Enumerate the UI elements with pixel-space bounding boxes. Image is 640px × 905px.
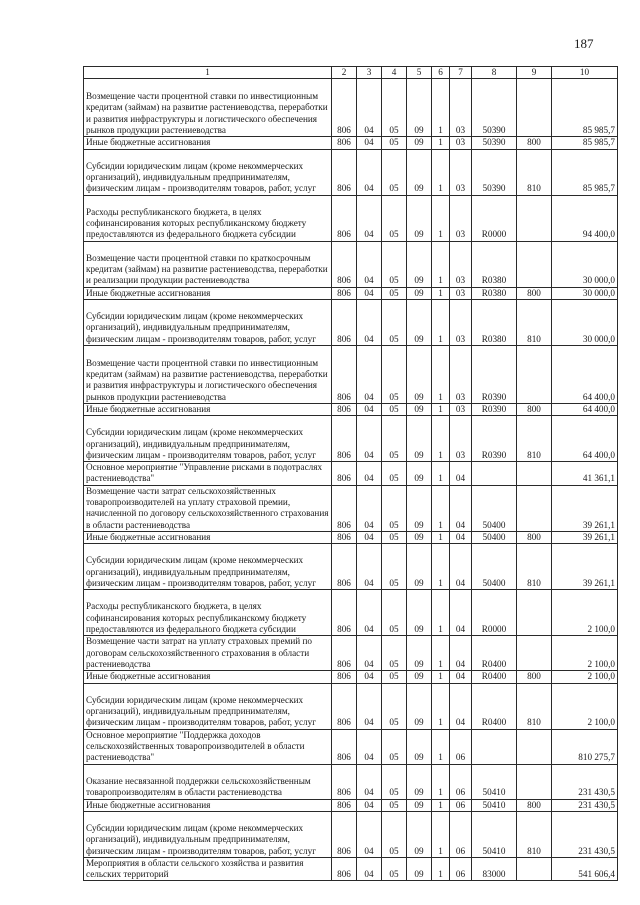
row-description: Возмещение части процентной ставки по инвестиционным кредитам (займам) на развитие растениеводства, переработки и развития инфраструктуры и логистического обеспечения рынков продукции растениеводства xyxy=(84,345,332,403)
column-header: 2 xyxy=(332,67,357,79)
row-expense-type-code: 800 xyxy=(517,403,552,415)
row-program-code: 09 xyxy=(407,636,432,671)
row-description: Основное мероприятие "Поддержка доходов сельскохозяйственных товаропроизводителей в области растениеводства" xyxy=(84,729,332,764)
table-row xyxy=(84,636,618,671)
row-section-code: 04 xyxy=(357,403,382,415)
row-expense-type-code xyxy=(517,79,552,137)
table-row xyxy=(84,287,618,299)
row-expense-type-code: 810 xyxy=(517,299,552,345)
row-program-code: 09 xyxy=(407,299,432,345)
row-subsection-code: 05 xyxy=(382,729,407,764)
row-program-code: 09 xyxy=(407,137,432,149)
table-row xyxy=(84,671,618,683)
column-header: 9 xyxy=(517,67,552,79)
row-direction-code: R0380 xyxy=(472,241,517,287)
row-subsection-code: 05 xyxy=(382,811,407,857)
row-expense-type-code xyxy=(517,241,552,287)
row-subprogram-code: 1 xyxy=(432,345,450,403)
row-event-code: 03 xyxy=(450,287,472,299)
row-subprogram-code: 1 xyxy=(432,79,450,137)
column-header: 8 xyxy=(472,67,517,79)
row-ministry-code: 806 xyxy=(332,485,357,531)
row-subprogram-code: 1 xyxy=(432,729,450,764)
row-amount: 810 275,7 xyxy=(552,729,618,764)
row-expense-type-code xyxy=(517,195,552,241)
row-direction-code: R0380 xyxy=(472,287,517,299)
row-subprogram-code: 1 xyxy=(432,799,450,811)
row-expense-type-code: 810 xyxy=(517,149,552,195)
row-amount: 2 100,0 xyxy=(552,590,618,636)
row-event-code: 03 xyxy=(450,195,472,241)
row-event-code: 03 xyxy=(450,416,472,462)
row-event-code: 03 xyxy=(450,345,472,403)
row-section-code: 04 xyxy=(357,79,382,137)
row-subprogram-code: 1 xyxy=(432,544,450,590)
row-ministry-code: 806 xyxy=(332,287,357,299)
row-subsection-code: 05 xyxy=(382,799,407,811)
row-description: Расходы республиканского бюджета, в целях софинансирования которых республиканскому бюджету предоставляются из федерального бюджета субсидии xyxy=(84,590,332,636)
row-program-code: 09 xyxy=(407,544,432,590)
row-expense-type-code: 800 xyxy=(517,287,552,299)
row-program-code: 09 xyxy=(407,857,432,881)
row-ministry-code: 806 xyxy=(332,671,357,683)
row-event-code: 04 xyxy=(450,671,472,683)
row-expense-type-code: 810 xyxy=(517,683,552,729)
column-header: 1 xyxy=(84,67,332,79)
row-subsection-code: 05 xyxy=(382,299,407,345)
row-subprogram-code: 1 xyxy=(432,485,450,531)
row-subsection-code: 05 xyxy=(382,764,407,799)
row-subsection-code: 05 xyxy=(382,683,407,729)
row-section-code: 04 xyxy=(357,241,382,287)
row-subprogram-code: 1 xyxy=(432,671,450,683)
row-description: Возмещение части затрат сельскохозяйственных товаропроизводителей на уплату страховой премии, начисленной по договору сельскохозяйственного страхования в области растениеводства xyxy=(84,485,332,531)
row-section-code: 04 xyxy=(357,764,382,799)
row-subprogram-code: 1 xyxy=(432,636,450,671)
row-section-code: 04 xyxy=(357,729,382,764)
row-expense-type-code: 810 xyxy=(517,811,552,857)
table-row xyxy=(84,857,618,881)
row-direction-code xyxy=(472,462,517,486)
row-event-code: 04 xyxy=(450,485,472,531)
row-subprogram-code: 1 xyxy=(432,137,450,149)
row-subprogram-code: 1 xyxy=(432,299,450,345)
table-row xyxy=(84,811,618,857)
row-expense-type-code xyxy=(517,857,552,881)
row-amount: 2 100,0 xyxy=(552,683,618,729)
row-program-code: 09 xyxy=(407,462,432,486)
row-expense-type-code: 800 xyxy=(517,671,552,683)
row-event-code: 04 xyxy=(450,531,472,543)
row-subsection-code: 05 xyxy=(382,544,407,590)
row-amount: 39 261,1 xyxy=(552,544,618,590)
table-row xyxy=(84,544,618,590)
row-event-code: 04 xyxy=(450,462,472,486)
row-description: Расходы республиканского бюджета, в целях софинансирования которых республиканскому бюджету предоставляются из федерального бюджета субсидии xyxy=(84,195,332,241)
table-row xyxy=(84,764,618,799)
row-expense-type-code xyxy=(517,590,552,636)
row-amount: 2 100,0 xyxy=(552,636,618,671)
row-amount: 231 430,5 xyxy=(552,799,618,811)
row-expense-type-code: 810 xyxy=(517,544,552,590)
row-description: Иные бюджетные ассигнования xyxy=(84,137,332,149)
row-event-code: 04 xyxy=(450,683,472,729)
row-section-code: 04 xyxy=(357,287,382,299)
table-row xyxy=(84,531,618,543)
row-subprogram-code: 1 xyxy=(432,462,450,486)
row-expense-type-code: 810 xyxy=(517,416,552,462)
row-description: Субсидии юридическим лицам (кроме некоммерческих организаций), индивидуальным предпринимателям, физическим лицам - производителям товаров, работ, услуг xyxy=(84,683,332,729)
column-header: 6 xyxy=(432,67,450,79)
row-direction-code: 50400 xyxy=(472,485,517,531)
row-direction-code: 50410 xyxy=(472,764,517,799)
row-section-code: 04 xyxy=(357,811,382,857)
row-event-code: 06 xyxy=(450,799,472,811)
row-direction-code: 50410 xyxy=(472,811,517,857)
row-ministry-code: 806 xyxy=(332,544,357,590)
table-row xyxy=(84,137,618,149)
row-program-code: 09 xyxy=(407,799,432,811)
row-ministry-code: 806 xyxy=(332,241,357,287)
row-subprogram-code: 1 xyxy=(432,531,450,543)
row-description: Возмещение части процентной ставки по инвестиционным кредитам (займам) на развитие растениеводства, переработки и развития инфраструктуры и логистического обеспечения рынков продукции растениеводства xyxy=(84,79,332,137)
row-amount: 39 261,1 xyxy=(552,531,618,543)
row-ministry-code: 806 xyxy=(332,531,357,543)
row-program-code: 09 xyxy=(407,287,432,299)
page-number: 187 xyxy=(574,36,594,51)
row-subsection-code: 05 xyxy=(382,287,407,299)
row-subsection-code: 05 xyxy=(382,857,407,881)
row-event-code: 06 xyxy=(450,811,472,857)
row-subsection-code: 05 xyxy=(382,149,407,195)
row-subprogram-code: 1 xyxy=(432,590,450,636)
row-description: Иные бюджетные ассигнования xyxy=(84,287,332,299)
row-program-code: 09 xyxy=(407,345,432,403)
row-ministry-code: 806 xyxy=(332,79,357,137)
row-subsection-code: 05 xyxy=(382,79,407,137)
row-direction-code: 50400 xyxy=(472,531,517,543)
row-ministry-code: 806 xyxy=(332,195,357,241)
row-event-code: 03 xyxy=(450,299,472,345)
row-description: Субсидии юридическим лицам (кроме некоммерческих организаций), индивидуальным предпринимателям, физическим лицам - производителям товаров, работ, услуг xyxy=(84,149,332,195)
row-event-code: 03 xyxy=(450,241,472,287)
row-direction-code: R0380 xyxy=(472,299,517,345)
row-ministry-code: 806 xyxy=(332,345,357,403)
row-direction-code: 50390 xyxy=(472,149,517,195)
row-amount: 30 000,0 xyxy=(552,299,618,345)
row-description: Возмещение части затрат на уплату страховых премий по договорам сельскохозяйственного страхования в области растениеводства xyxy=(84,636,332,671)
row-program-code: 09 xyxy=(407,590,432,636)
row-subsection-code: 05 xyxy=(382,403,407,415)
row-description: Иные бюджетные ассигнования xyxy=(84,403,332,415)
row-ministry-code: 806 xyxy=(332,799,357,811)
row-amount: 85 985,7 xyxy=(552,137,618,149)
row-section-code: 04 xyxy=(357,590,382,636)
row-direction-code: 50390 xyxy=(472,137,517,149)
row-section-code: 04 xyxy=(357,462,382,486)
column-header: 7 xyxy=(450,67,472,79)
row-ministry-code: 806 xyxy=(332,149,357,195)
table-row xyxy=(84,241,618,287)
table-row xyxy=(84,195,618,241)
row-direction-code: 50390 xyxy=(472,79,517,137)
row-description: Иные бюджетные ассигнования xyxy=(84,531,332,543)
row-direction-code: R0000 xyxy=(472,590,517,636)
table-row xyxy=(84,729,618,764)
row-subsection-code: 05 xyxy=(382,137,407,149)
row-event-code: 04 xyxy=(450,636,472,671)
row-event-code: 03 xyxy=(450,403,472,415)
row-description: Возмещение части процентной ставки по краткосрочным кредитам (займам) на развитие растениеводства, переработки и реализации продукции растениеводства xyxy=(84,241,332,287)
table-row xyxy=(84,462,618,486)
row-subprogram-code: 1 xyxy=(432,241,450,287)
row-amount: 41 361,1 xyxy=(552,462,618,486)
row-ministry-code: 806 xyxy=(332,729,357,764)
table-row xyxy=(84,79,618,137)
table-body xyxy=(84,79,618,881)
budget-table xyxy=(83,66,618,881)
row-subprogram-code: 1 xyxy=(432,857,450,881)
row-direction-code xyxy=(472,729,517,764)
row-amount: 85 985,7 xyxy=(552,79,618,137)
column-header: 10 xyxy=(552,67,618,79)
row-section-code: 04 xyxy=(357,149,382,195)
row-program-code: 09 xyxy=(407,485,432,531)
row-section-code: 04 xyxy=(357,416,382,462)
row-program-code: 09 xyxy=(407,671,432,683)
column-header: 5 xyxy=(407,67,432,79)
row-ministry-code: 806 xyxy=(332,764,357,799)
row-expense-type-code xyxy=(517,636,552,671)
table-row xyxy=(84,299,618,345)
table-row xyxy=(84,683,618,729)
row-subprogram-code: 1 xyxy=(432,764,450,799)
table-row xyxy=(84,403,618,415)
row-amount: 85 985,7 xyxy=(552,149,618,195)
row-ministry-code: 806 xyxy=(332,811,357,857)
row-subsection-code: 05 xyxy=(382,416,407,462)
row-subsection-code: 05 xyxy=(382,462,407,486)
row-direction-code: R0000 xyxy=(472,195,517,241)
row-program-code: 09 xyxy=(407,403,432,415)
row-subprogram-code: 1 xyxy=(432,287,450,299)
row-subsection-code: 05 xyxy=(382,590,407,636)
row-section-code: 04 xyxy=(357,299,382,345)
row-description: Оказание несвязанной поддержки сельскохозяйственным товаропроизводителям в области растениеводства xyxy=(84,764,332,799)
row-amount: 2 100,0 xyxy=(552,671,618,683)
row-subprogram-code: 1 xyxy=(432,149,450,195)
row-expense-type-code xyxy=(517,485,552,531)
row-direction-code: 83000 xyxy=(472,857,517,881)
row-description: Субсидии юридическим лицам (кроме некоммерческих организаций), индивидуальным предпринимателям, физическим лицам - производителям товаров, работ, услуг xyxy=(84,544,332,590)
row-section-code: 04 xyxy=(357,544,382,590)
row-ministry-code: 806 xyxy=(332,137,357,149)
row-subsection-code: 05 xyxy=(382,195,407,241)
row-section-code: 04 xyxy=(357,671,382,683)
column-header: 4 xyxy=(382,67,407,79)
row-ministry-code: 806 xyxy=(332,683,357,729)
row-event-code: 06 xyxy=(450,729,472,764)
row-direction-code: R0400 xyxy=(472,636,517,671)
row-subprogram-code: 1 xyxy=(432,683,450,729)
row-direction-code: R0400 xyxy=(472,683,517,729)
header-row xyxy=(84,67,618,79)
row-subsection-code: 05 xyxy=(382,241,407,287)
row-ministry-code: 806 xyxy=(332,416,357,462)
row-direction-code: R0390 xyxy=(472,416,517,462)
row-amount: 64 400,0 xyxy=(552,403,618,415)
row-expense-type-code: 800 xyxy=(517,531,552,543)
row-program-code: 09 xyxy=(407,683,432,729)
row-direction-code: 50400 xyxy=(472,544,517,590)
row-description: Основное мероприятие "Управление рисками в подотраслях растениеводства" xyxy=(84,462,332,486)
row-ministry-code: 806 xyxy=(332,403,357,415)
row-subprogram-code: 1 xyxy=(432,403,450,415)
row-program-code: 09 xyxy=(407,416,432,462)
row-direction-code: R0400 xyxy=(472,671,517,683)
row-amount: 64 400,0 xyxy=(552,345,618,403)
table-row xyxy=(84,149,618,195)
row-event-code: 03 xyxy=(450,79,472,137)
row-program-code: 09 xyxy=(407,811,432,857)
row-description: Субсидии юридическим лицам (кроме некоммерческих организаций), индивидуальным предпринимателям, физическим лицам - производителям товаров, работ, услуг xyxy=(84,299,332,345)
row-event-code: 06 xyxy=(450,857,472,881)
table-row xyxy=(84,590,618,636)
row-description: Субсидии юридическим лицам (кроме некоммерческих организаций), индивидуальным предпринимателям, физическим лицам - производителям товаров, работ, услуг xyxy=(84,416,332,462)
row-ministry-code: 806 xyxy=(332,857,357,881)
row-subsection-code: 05 xyxy=(382,636,407,671)
row-section-code: 04 xyxy=(357,137,382,149)
row-section-code: 04 xyxy=(357,683,382,729)
row-description: Иные бюджетные ассигнования xyxy=(84,799,332,811)
row-amount: 64 400,0 xyxy=(552,416,618,462)
row-event-code: 06 xyxy=(450,764,472,799)
row-section-code: 04 xyxy=(357,531,382,543)
row-expense-type-code xyxy=(517,764,552,799)
row-expense-type-code: 800 xyxy=(517,799,552,811)
row-section-code: 04 xyxy=(357,857,382,881)
table-row xyxy=(84,485,618,531)
row-amount: 39 261,1 xyxy=(552,485,618,531)
row-program-code: 09 xyxy=(407,195,432,241)
row-description: Иные бюджетные ассигнования xyxy=(84,671,332,683)
row-section-code: 04 xyxy=(357,636,382,671)
row-section-code: 04 xyxy=(357,195,382,241)
row-expense-type-code xyxy=(517,345,552,403)
row-subprogram-code: 1 xyxy=(432,811,450,857)
row-program-code: 09 xyxy=(407,531,432,543)
row-section-code: 04 xyxy=(357,485,382,531)
row-amount: 30 000,0 xyxy=(552,241,618,287)
row-subsection-code: 05 xyxy=(382,485,407,531)
row-subprogram-code: 1 xyxy=(432,416,450,462)
row-event-code: 03 xyxy=(450,149,472,195)
table-row xyxy=(84,799,618,811)
row-ministry-code: 806 xyxy=(332,462,357,486)
row-amount: 231 430,5 xyxy=(552,764,618,799)
row-section-code: 04 xyxy=(357,345,382,403)
column-header: 3 xyxy=(357,67,382,79)
row-program-code: 09 xyxy=(407,79,432,137)
row-subsection-code: 05 xyxy=(382,671,407,683)
row-event-code: 03 xyxy=(450,137,472,149)
row-expense-type-code xyxy=(517,729,552,764)
row-amount: 30 000,0 xyxy=(552,287,618,299)
row-program-code: 09 xyxy=(407,729,432,764)
row-event-code: 04 xyxy=(450,590,472,636)
row-subsection-code: 05 xyxy=(382,345,407,403)
row-event-code: 04 xyxy=(450,544,472,590)
row-subsection-code: 05 xyxy=(382,531,407,543)
row-ministry-code: 806 xyxy=(332,636,357,671)
table-row xyxy=(84,345,618,403)
row-program-code: 09 xyxy=(407,241,432,287)
row-direction-code: R0390 xyxy=(472,345,517,403)
row-expense-type-code xyxy=(517,462,552,486)
row-direction-code: R0390 xyxy=(472,403,517,415)
row-subprogram-code: 1 xyxy=(432,195,450,241)
row-description: Мероприятия в области сельского хозяйства и развития сельских территорий xyxy=(84,857,332,881)
row-program-code: 09 xyxy=(407,149,432,195)
row-amount: 231 430,5 xyxy=(552,811,618,857)
row-expense-type-code: 800 xyxy=(517,137,552,149)
row-direction-code: 50410 xyxy=(472,799,517,811)
row-description: Субсидии юридическим лицам (кроме некоммерческих организаций), индивидуальным предпринимателям, физическим лицам - производителям товаров, работ, услуг xyxy=(84,811,332,857)
row-amount: 541 606,4 xyxy=(552,857,618,881)
row-ministry-code: 806 xyxy=(332,590,357,636)
row-program-code: 09 xyxy=(407,764,432,799)
row-section-code: 04 xyxy=(357,799,382,811)
row-ministry-code: 806 xyxy=(332,299,357,345)
table-row xyxy=(84,416,618,462)
row-amount: 94 400,0 xyxy=(552,195,618,241)
